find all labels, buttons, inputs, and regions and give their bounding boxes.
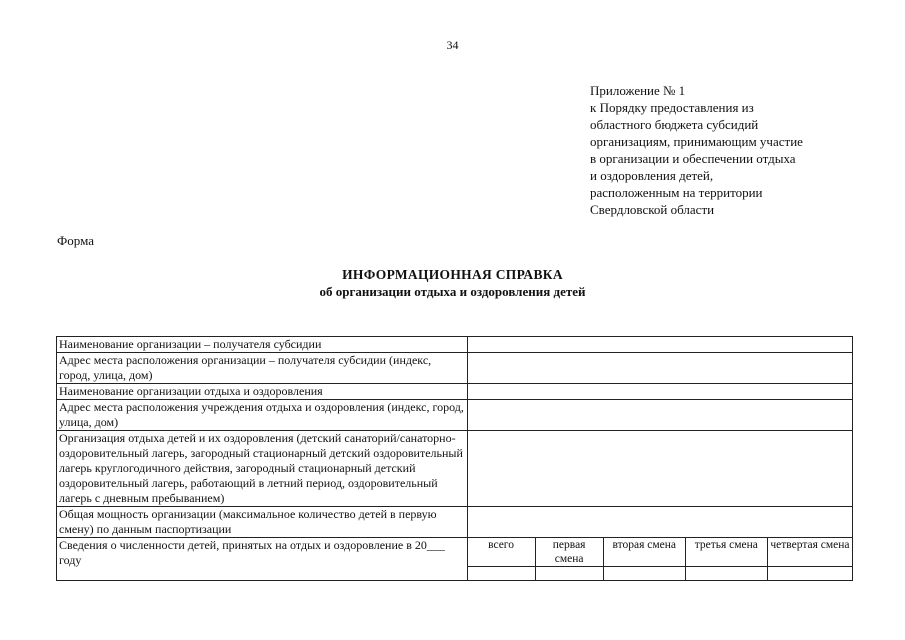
row-label: Адрес места расположения учреждения отдыха и оздоровления (индекс, город, улица, дом) (57, 400, 468, 431)
stats-column-header: первая смена (535, 538, 603, 567)
table-row (57, 400, 853, 431)
stats-value-field[interactable] (767, 567, 852, 581)
appendix-line: Приложение № 1 (590, 83, 686, 98)
document-title: ИНФОРМАЦИОННАЯ СПРАВКА (342, 267, 563, 282)
appendix-line: в организации и обеспечении отдыха (590, 151, 796, 166)
table-row (57, 337, 853, 353)
row-label: Наименование организации – получателя субсидии (57, 337, 468, 353)
stats-value-field[interactable] (535, 567, 603, 581)
row-value-field[interactable] (467, 353, 852, 384)
row-value-field[interactable] (467, 431, 852, 507)
row-label: Наименование организации отдыха и оздоровления (57, 384, 468, 400)
document-subtitle: об организации отдыха и оздоровления детей (319, 284, 586, 299)
row-value-field[interactable] (467, 400, 852, 431)
row-value-field[interactable] (467, 337, 852, 353)
stats-header-row (57, 538, 853, 567)
appendix-line: расположенным на территории (590, 185, 763, 200)
table-row (57, 384, 853, 400)
row-label: Организация отдыха детей и их оздоровления (детский санаторий/санаторно-оздоровительный лагерь, загородный стационарный детский оздоровительный лагерь круглогодичного действия, загородный стационарный детский оздоровительный лагерь, работающий в летний период, оздоровительный лагерь с дневным пребыванием) (57, 431, 468, 507)
stats-column-header: всего (467, 538, 535, 567)
stats-column-header: третья смена (685, 538, 767, 567)
stats-value-field[interactable] (603, 567, 685, 581)
row-label: Адрес места расположения организации – получателя субсидии (индекс, город, улица, дом) (57, 353, 468, 384)
row-label: Общая мощность организации (максимальное количество детей в первую смену) по данным паспортизации (57, 507, 468, 538)
appendix-line: организациям, принимающим участие (590, 134, 803, 149)
appendix-line: областного бюджета субсидий (590, 117, 759, 132)
stats-column-header: четвертая смена (767, 538, 852, 567)
appendix-line: к Порядку предоставления из (590, 100, 754, 115)
appendix-line: и оздоровления детей, (590, 168, 714, 183)
appendix-block (590, 82, 890, 218)
row-value-field[interactable] (467, 507, 852, 538)
page-number: 34 (446, 38, 459, 52)
table-row (57, 507, 853, 538)
stats-column-header: вторая смена (603, 538, 685, 567)
stats-value-field[interactable] (467, 567, 535, 581)
stats-label: Сведения о численности детей, принятых на отдых и оздоровление в 20___ году (57, 538, 468, 581)
appendix-line: Свердловской области (590, 202, 715, 217)
info-table (56, 336, 853, 581)
table-row (57, 353, 853, 384)
table-row (57, 431, 853, 507)
stats-value-field[interactable] (685, 567, 767, 581)
row-value-field[interactable] (467, 384, 852, 400)
form-label: Форма (57, 233, 94, 248)
